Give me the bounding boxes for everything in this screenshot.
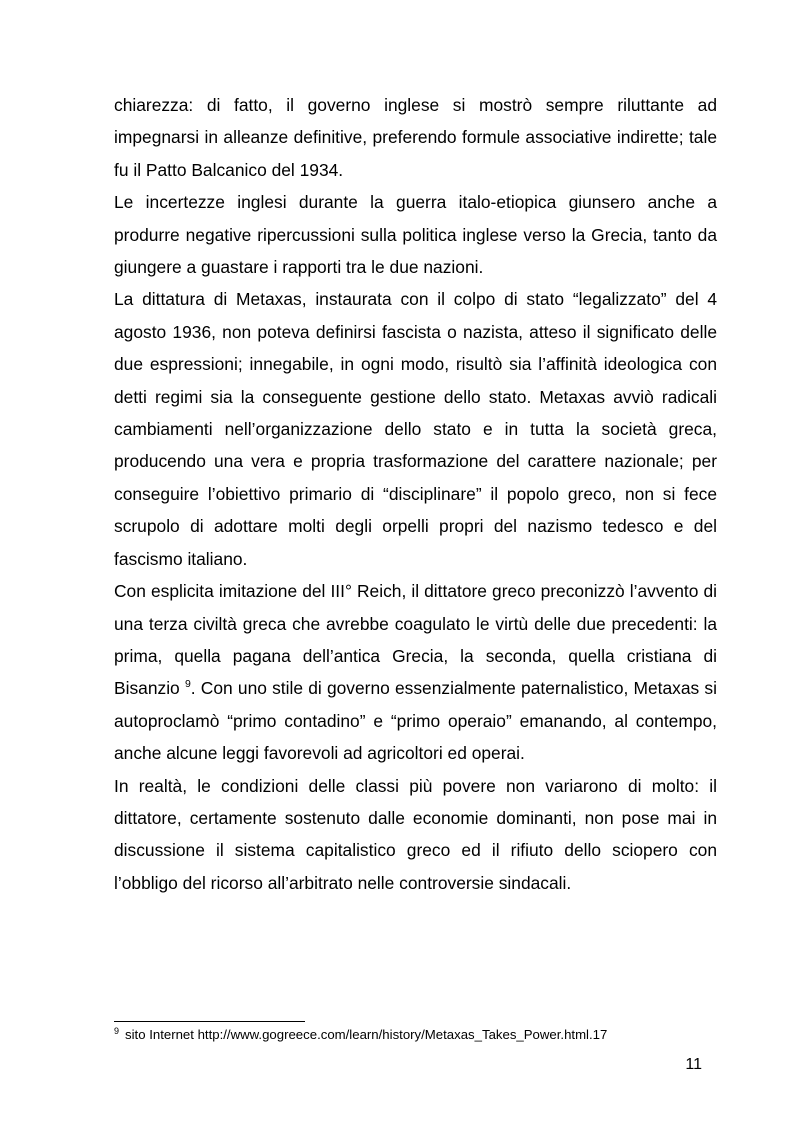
footnote: [114, 1026, 717, 1044]
body-text: [114, 89, 717, 899]
page-number: 11: [685, 1056, 702, 1073]
footnote-number: 9: [114, 1025, 120, 1036]
paragraph-3: La dittatura di Metaxas, instaurata con il colpo di stato “legalizzato” del 4 agosto 1936, non poteva definirsi fascista o nazista, atteso il significato delle due espressioni; innegabile, in ogni modo, risultò sia l’affinità ideologica con detti regimi sia la conseguente gestione dello stato. Metaxas avviò radicali cambiamenti nell’organizzazione dello stato e in tutta la società greca, producendo una vera e propria trasformazione del carattere nazionale; per conseguire l’obiettivo primario di “disciplinare” il popolo greco, non si fece scrupolo di adottare molti degli orpelli propri del nazismo tedesco e del fascismo italiano.: [114, 289, 717, 569]
paragraph-4: [114, 575, 717, 769]
footnote-reference[interactable]: 9: [184, 678, 191, 691]
footnote-text: sito Internet http://www.gogreece.com/learn/history/Metaxas_Takes_Power.html.17: [125, 1027, 608, 1042]
paragraph-5: In realtà, le condizioni delle classi più povere non variarono di molto: il dittatore, certamente sostenuto dalle economie dominanti, non pose mai in discussione il sistema capitalistico greco ed il rifiuto dello sciopero con l’obbligo del ricorso all’arbitrato nelle controversie sindacali.: [114, 775, 717, 893]
paragraph-1: chiarezza: di fatto, il governo inglese si mostrò sempre riluttante ad impegnarsi in alleanze definitive, preferendo formule associative indirette; tale fu il Patto Balcanico del 1934.: [114, 95, 717, 180]
paragraph-2: Le incertezze inglesi durante la guerra italo-etiopica giunsero anche a produrre negative ripercussioni sulla politica inglese verso la Grecia, tanto da giungere a guastare i rapporti tra le due nazioni.: [114, 192, 717, 278]
paragraph-4-text-before: Con esplicita imitazione del III° Reich, il dittatore greco preconizzò l’avvento di una terza civiltà greca che avrebbe coagulato le virtù delle due precedenti: la prima, quella pagana dell’antica Grecia, la seconda, quella cristiana di Bisanzio: [114, 581, 717, 699]
paragraph-4-text-after: . Con uno stile di governo essenzialmente paternalistico, Metaxas si autoproclamò “primo contadino” e “primo operaio” emanando, al contempo, anche alcune leggi favorevoli ad agricoltori ed operai.: [114, 678, 717, 764]
footnote-separator: [114, 1021, 305, 1022]
